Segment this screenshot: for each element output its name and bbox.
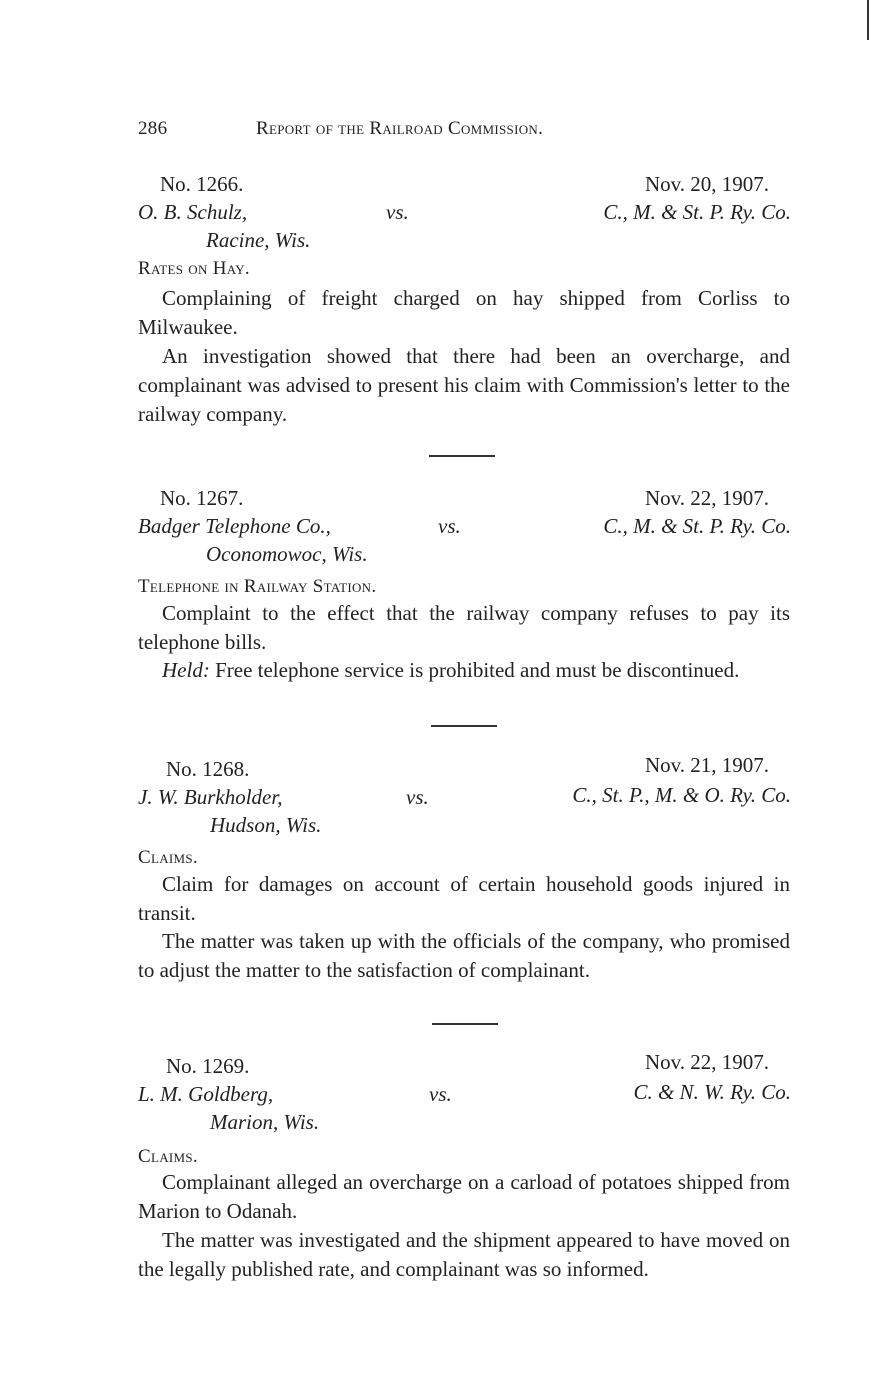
page-header	[138, 118, 788, 144]
respondent: C., M. & St. P. Ry. Co.	[603, 514, 791, 538]
case-subject: Claims.	[138, 847, 198, 868]
complainant-location: Marion, Wis.	[210, 1110, 320, 1134]
page-number: 286	[138, 118, 168, 139]
held-text: Free telephone service is prohibited and must be discontinued.	[215, 658, 740, 682]
case-date: Nov. 22, 1907.	[644, 1050, 769, 1074]
held-paragraph	[138, 656, 790, 685]
case-paragraph: The matter was investigated and the shipment appeared to have moved on the legally published rate, and complainant was so informed.	[138, 1228, 790, 1281]
case-paragraph: The matter was taken up with the officials of the company, who promised to adjust the matter to the satisfaction of complainant.	[138, 929, 790, 982]
case-date: Nov. 21, 1907.	[644, 753, 769, 777]
case-paragraph: Complaining of freight charged on hay shipped from Corliss to Milwaukee.	[138, 286, 790, 339]
complainant: J. W. Burkholder,	[138, 785, 283, 809]
versus: vs.	[386, 200, 409, 224]
respondent: C., M. & St. P. Ry. Co.	[603, 200, 791, 224]
complainant: L. M. Goldberg,	[138, 1082, 274, 1106]
section-divider	[431, 725, 497, 727]
case-number: No. 1268.	[166, 757, 250, 781]
case-number: No. 1266.	[160, 172, 244, 196]
held-label: Held:	[162, 658, 210, 682]
case-subject: Telephone in Railway Station.	[138, 576, 377, 597]
section-divider	[429, 455, 495, 457]
case-date: Nov. 20, 1907.	[644, 172, 769, 196]
case-number: No. 1267.	[160, 486, 244, 510]
versus: vs.	[429, 1082, 452, 1106]
case-paragraph: An investigation showed that there had been an overcharge, and complainant was advised to present his claim with Commission's letter to the railway company.	[138, 344, 790, 426]
case-date: Nov. 22, 1907.	[644, 486, 769, 510]
case-number: No. 1269.	[166, 1054, 250, 1078]
section-divider	[432, 1023, 498, 1025]
complainant-location: Racine, Wis.	[206, 228, 311, 252]
case-paragraph: Complainant alleged an overcharge on a carload of potatoes shipped from Marion to Odanah.	[138, 1170, 790, 1223]
case-paragraph: Claim for damages on account of certain household goods injured in transit.	[138, 872, 790, 925]
page-edge-mark	[867, 0, 869, 40]
complainant: Badger Telephone Co.,	[138, 514, 331, 538]
case-subject: Rates on Hay.	[138, 258, 250, 279]
complainant: O. B. Schulz,	[138, 200, 248, 224]
versus: vs.	[406, 785, 429, 809]
complainant-location: Hudson, Wis.	[210, 813, 322, 837]
respondent: C., St. P., M. & O. Ry. Co.	[572, 783, 791, 807]
versus: vs.	[438, 514, 461, 538]
respondent: C. & N. W. Ry. Co.	[633, 1080, 791, 1104]
case-subject: Claims.	[138, 1146, 198, 1167]
case-paragraph: Complaint to the effect that the railway company refuses to pay its telephone bills.	[138, 601, 790, 654]
running-title: Report of the Railroad Commission.	[256, 118, 544, 139]
complainant-location: Oconomowoc, Wis.	[206, 542, 368, 566]
